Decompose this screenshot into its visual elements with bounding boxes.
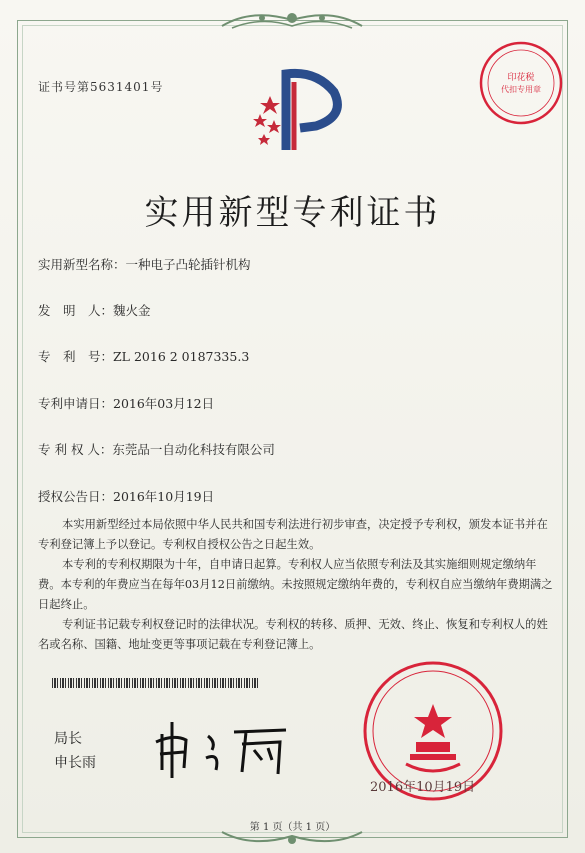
barcode <box>52 678 258 688</box>
utility-model-name: 实用新型名称：一种电子凸轮插针机构 <box>38 257 251 272</box>
filing-date-field: 专利申请日：2016年03月12日 <box>38 396 215 411</box>
svg-text:代扣专用章: 代扣专用章 <box>501 85 541 94</box>
body-paragraph-2: 本专利的专利权期限为十年，自申请日起算。专利权人应当依照专利法及其实施细则规定缴纳年费。本专利的年费应当在每年03月12日前缴纳。未按照规定缴纳年费的，专利权自应当缴纳年费期满之日起终止。 <box>38 558 553 611</box>
patentee-field: 专 利 权 人：东莞品一自动化科技有限公司 <box>38 442 275 457</box>
body-paragraph-1: 本实用新型经过本局依照中华人民共和国专利法进行初步审查，决定授予专利权，颁发本证书并在专利登记簿上予以登记。专利权自授权公告之日起生效。 <box>38 518 548 551</box>
announce-date-field: 授权公告日：2016年10月19日 <box>38 489 215 504</box>
director-signature-icon <box>150 712 300 782</box>
seal-date: 2016年10月19日 <box>370 780 476 795</box>
page-number: 第 1 页（共 1 页） <box>249 822 336 833</box>
patent-number-field: 专 利 号：ZL 2016 2 0187335.3 <box>38 349 250 364</box>
body-paragraph-3: 专利证书记载专利权登记时的法律状况。专利权的转移、质押、无效、终止、恢复和专利权人的姓名或名称、国籍、地址变更等事项记载在专利登记簿上。 <box>38 618 548 651</box>
director-name: 申长雨 <box>54 755 96 771</box>
page-title: 实用新型专利证书 <box>144 192 441 233</box>
director-title: 局长 <box>54 731 82 747</box>
top-ornament-icon <box>212 6 372 36</box>
svg-text:印花税: 印花税 <box>507 73 535 83</box>
inventor-field: 发 明 人：魏火金 <box>38 303 151 318</box>
certificate-number: 证书号第5631401号 <box>38 80 164 94</box>
patent-office-emblem-icon <box>250 62 350 152</box>
tax-seal-icon <box>478 40 564 126</box>
